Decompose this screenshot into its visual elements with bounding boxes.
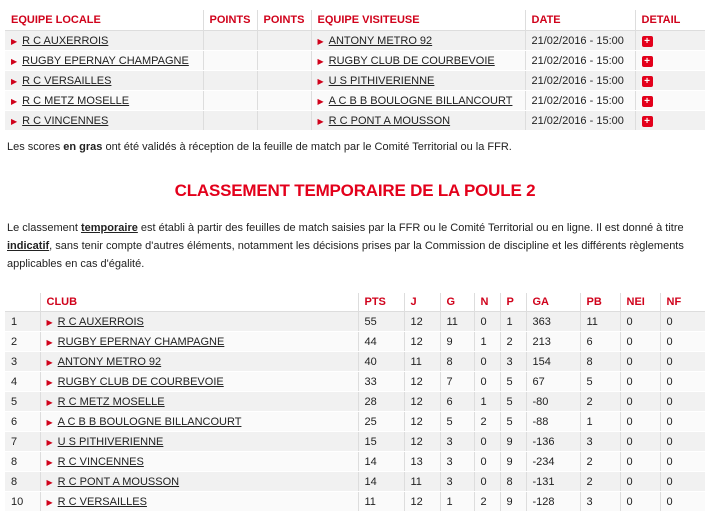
ranking-cell-g: 5	[440, 412, 474, 432]
ranking-cell-rank: 3	[5, 352, 40, 372]
ranking-cell-club	[40, 452, 358, 472]
ranking-cell-ga: 154	[526, 352, 580, 372]
header-g: G	[440, 293, 474, 312]
ranking-cell-pts: 14	[358, 452, 404, 472]
header-detail: DETAIL	[635, 10, 705, 31]
away-team-link[interactable]: U S PITHIVERIENNE	[328, 74, 435, 87]
arrow-right-icon: ▶	[46, 357, 53, 367]
arrow-right-icon: ▶	[317, 116, 324, 126]
ranking-cell-n: 0	[474, 432, 500, 452]
ranking-cell-g: 6	[440, 392, 474, 412]
match-cell-home	[5, 31, 203, 51]
home-team-link[interactable]: RUGBY EPERNAY CHAMPAGNE	[22, 54, 189, 67]
match-cell-home	[5, 91, 203, 111]
arrow-right-icon: ▶	[46, 437, 53, 447]
match-cell-date: 21/02/2016 - 15:00	[525, 31, 635, 51]
ranking-cell-ga: -136	[526, 432, 580, 452]
ranking-cell-pts: 40	[358, 352, 404, 372]
ranking-cell-ga: -88	[526, 412, 580, 432]
ranking-cell-n: 0	[474, 452, 500, 472]
arrow-right-icon: ▶	[46, 377, 53, 387]
ranking-row	[5, 392, 705, 412]
ranking-cell-pb: 1	[580, 412, 620, 432]
header-points-away: POINTS	[257, 10, 311, 31]
ranking-cell-club	[40, 352, 358, 372]
ranking-cell-g: 11	[440, 312, 474, 332]
ranking-cell-nf: 0	[660, 492, 705, 512]
ranking-cell-nei: 0	[620, 412, 660, 432]
match-cell-p1	[203, 91, 257, 111]
ranking-cell-pb: 2	[580, 452, 620, 472]
ranking-cell-pb: 8	[580, 352, 620, 372]
ranking-cell-ga: -80	[526, 392, 580, 412]
arrow-right-icon: ▶	[11, 96, 18, 106]
ranking-cell-n: 2	[474, 412, 500, 432]
ranking-cell-nf: 0	[660, 472, 705, 492]
away-team-link[interactable]: R C PONT A MOUSSON	[328, 114, 451, 127]
match-cell-away	[311, 111, 525, 131]
header-n: N	[474, 293, 500, 312]
header-club: CLUB	[40, 293, 358, 312]
header-p: P	[500, 293, 526, 312]
ranking-cell-club	[40, 472, 358, 492]
ranking-cell-p: 1	[500, 312, 526, 332]
away-team-link[interactable]: ANTONY METRO 92	[328, 34, 433, 47]
arrow-right-icon: ▶	[46, 397, 53, 407]
match-cell-away	[311, 71, 525, 91]
match-cell-p2	[257, 31, 311, 51]
ranking-cell-j: 11	[404, 472, 440, 492]
ranking-cell-n: 0	[474, 472, 500, 492]
ranking-cell-g: 9	[440, 332, 474, 352]
header-rank	[5, 293, 40, 312]
home-team-link[interactable]: R C VERSAILLES	[22, 74, 112, 87]
match-cell-away	[311, 31, 525, 51]
ranking-cell-nf: 0	[660, 352, 705, 372]
ranking-cell-j: 12	[404, 492, 440, 512]
ranking-cell-pb: 2	[580, 392, 620, 412]
club-link[interactable]: R C VINCENNES	[57, 455, 144, 468]
ranking-description: Le classement temporaire est établi à partir des feuilles de match saisies par la FFR ou le Comité Territorial ou en ligne. Il est donné à titre indicatif, sans tenir compte d'autres éléments, notamment les décisions prises par la Commission de discipline et les différents règlements applicables en cas d'égalité.	[7, 222, 684, 270]
ranking-cell-rank: 5	[5, 392, 40, 412]
arrow-right-icon: ▶	[11, 36, 18, 46]
match-cell-detail	[635, 71, 705, 91]
ranking-cell-nf: 0	[660, 312, 705, 332]
header-away-team: EQUIPE VISITEUSE	[311, 10, 525, 31]
match-cell-home	[5, 51, 203, 71]
header-ga: GA	[526, 293, 580, 312]
match-cell-p1	[203, 111, 257, 131]
ranking-cell-nf: 0	[660, 452, 705, 472]
match-cell-date: 21/02/2016 - 15:00	[525, 91, 635, 111]
ranking-cell-g: 8	[440, 352, 474, 372]
ranking-cell-n: 2	[474, 492, 500, 512]
ranking-cell-pts: 14	[358, 472, 404, 492]
ranking-cell-rank: 6	[5, 412, 40, 432]
ranking-cell-pb: 6	[580, 332, 620, 352]
arrow-right-icon: ▶	[317, 76, 324, 86]
header-nf: NF	[660, 293, 705, 312]
match-cell-date: 21/02/2016 - 15:00	[525, 111, 635, 131]
detail-plus-button[interactable]: +	[642, 116, 653, 127]
arrow-right-icon: ▶	[46, 497, 53, 507]
home-team-link[interactable]: R C VINCENNES	[22, 114, 109, 127]
arrow-right-icon: ▶	[11, 56, 18, 66]
ranking-cell-p: 5	[500, 412, 526, 432]
ranking-cell-j: 12	[404, 412, 440, 432]
ranking-cell-j: 12	[404, 392, 440, 412]
match-cell-p1	[203, 51, 257, 71]
ranking-row	[5, 412, 705, 432]
ranking-cell-pts: 25	[358, 412, 404, 432]
detail-plus-button[interactable]: +	[642, 56, 653, 67]
ranking-cell-pts: 28	[358, 392, 404, 412]
match-row	[5, 51, 705, 71]
ranking-cell-ga: -234	[526, 452, 580, 472]
ranking-cell-j: 12	[404, 332, 440, 352]
ranking-cell-rank: 10	[5, 492, 40, 512]
away-team-link[interactable]: A C B B BOULOGNE BILLANCOURT	[328, 94, 513, 107]
ranking-cell-nei: 0	[620, 352, 660, 372]
ranking-cell-pb: 3	[580, 432, 620, 452]
ranking-cell-nei: 0	[620, 452, 660, 472]
ranking-row	[5, 372, 705, 392]
ranking-cell-club	[40, 332, 358, 352]
page	[5, 10, 705, 512]
match-cell-p2	[257, 91, 311, 111]
match-cell-home	[5, 111, 203, 131]
ranking-cell-j: 13	[404, 452, 440, 472]
ranking-cell-nf: 0	[660, 412, 705, 432]
club-link[interactable]: R C VERSAILLES	[57, 495, 147, 508]
ranking-cell-nei: 0	[620, 392, 660, 412]
club-link[interactable]: R C PONT A MOUSSON	[57, 475, 180, 488]
ranking-cell-pb: 2	[580, 472, 620, 492]
match-cell-detail	[635, 51, 705, 71]
ranking-cell-rank: 7	[5, 432, 40, 452]
ranking-row	[5, 352, 705, 372]
match-cell-detail	[635, 111, 705, 131]
ranking-cell-j: 12	[404, 432, 440, 452]
ranking-cell-club	[40, 312, 358, 332]
ranking-cell-n: 0	[474, 372, 500, 392]
arrow-right-icon: ▶	[317, 96, 324, 106]
ranking-cell-pts: 11	[358, 492, 404, 512]
match-cell-date: 21/02/2016 - 15:00	[525, 71, 635, 91]
ranking-cell-p: 5	[500, 392, 526, 412]
ranking-cell-p: 8	[500, 472, 526, 492]
ranking-cell-nei: 0	[620, 492, 660, 512]
ranking-cell-club	[40, 372, 358, 392]
ranking-cell-j: 12	[404, 312, 440, 332]
ranking-cell-rank: 8	[5, 452, 40, 472]
match-row	[5, 91, 705, 111]
home-team-link[interactable]: R C METZ MOSELLE	[22, 94, 130, 107]
ranking-cell-ga: 67	[526, 372, 580, 392]
arrow-right-icon: ▶	[317, 56, 324, 66]
ranking-cell-g: 3	[440, 432, 474, 452]
ranking-cell-p: 5	[500, 372, 526, 392]
arrow-right-icon: ▶	[46, 477, 53, 487]
match-cell-away	[311, 51, 525, 71]
header-pb: PB	[580, 293, 620, 312]
match-cell-p2	[257, 51, 311, 71]
ranking-cell-n: 1	[474, 332, 500, 352]
ranking-cell-nf: 0	[660, 372, 705, 392]
page-title: CLASSEMENT TEMPORAIRE DE LA POULE 2	[174, 181, 536, 200]
header-date: DATE	[525, 10, 635, 31]
ranking-cell-rank: 4	[5, 372, 40, 392]
ranking-cell-g: 3	[440, 472, 474, 492]
header-pts: PTS	[358, 293, 404, 312]
ranking-cell-rank: 1	[5, 312, 40, 332]
ranking-cell-club	[40, 392, 358, 412]
ranking-cell-pts: 15	[358, 432, 404, 452]
ranking-cell-ga: 213	[526, 332, 580, 352]
matches-header-row	[5, 10, 705, 31]
arrow-right-icon: ▶	[46, 417, 53, 427]
ranking-cell-nei: 0	[620, 312, 660, 332]
match-cell-p1	[203, 71, 257, 91]
header-j: J	[404, 293, 440, 312]
ranking-cell-j: 11	[404, 352, 440, 372]
club-link[interactable]: U S PITHIVERIENNE	[57, 435, 164, 448]
ranking-cell-ga: -128	[526, 492, 580, 512]
club-link[interactable]: A C B B BOULOGNE BILLANCOURT	[57, 415, 242, 428]
ranking-cell-p: 3	[500, 352, 526, 372]
ranking-cell-club	[40, 412, 358, 432]
ranking-cell-club	[40, 492, 358, 512]
ranking-cell-nf: 0	[660, 392, 705, 412]
arrow-right-icon: ▶	[11, 76, 18, 86]
header-points-home: POINTS	[203, 10, 257, 31]
arrow-right-icon: ▶	[46, 317, 53, 327]
ranking-cell-p: 2	[500, 332, 526, 352]
ranking-row	[5, 452, 705, 472]
club-link[interactable]: R C METZ MOSELLE	[57, 395, 165, 408]
detail-plus-button[interactable]: +	[642, 96, 653, 107]
ranking-cell-n: 0	[474, 312, 500, 332]
ranking-cell-n: 1	[474, 392, 500, 412]
ranking-cell-p: 9	[500, 492, 526, 512]
ranking-row	[5, 472, 705, 492]
ranking-cell-nei: 0	[620, 432, 660, 452]
ranking-cell-nei: 0	[620, 332, 660, 352]
ranking-cell-pts: 44	[358, 332, 404, 352]
ranking-row	[5, 492, 705, 512]
ranking-cell-nf: 0	[660, 332, 705, 352]
ranking-cell-pb: 3	[580, 492, 620, 512]
club-link[interactable]: ANTONY METRO 92	[57, 355, 162, 368]
ranking-cell-g: 1	[440, 492, 474, 512]
ranking-cell-rank: 2	[5, 332, 40, 352]
ranking-cell-p: 9	[500, 452, 526, 472]
arrow-right-icon: ▶	[317, 36, 324, 46]
ranking-cell-g: 3	[440, 452, 474, 472]
ranking-cell-j: 12	[404, 372, 440, 392]
match-row	[5, 31, 705, 51]
home-team-link[interactable]: R C AUXERROIS	[22, 34, 109, 47]
ranking-cell-rank: 8	[5, 472, 40, 492]
club-link[interactable]: RUGBY CLUB DE COURBEVOIE	[57, 375, 224, 388]
ranking-cell-ga: 363	[526, 312, 580, 332]
match-row	[5, 71, 705, 91]
away-team-link[interactable]: RUGBY CLUB DE COURBEVOIE	[328, 54, 495, 67]
ranking-cell-nei: 0	[620, 372, 660, 392]
match-cell-detail	[635, 31, 705, 51]
ranking-cell-nei: 0	[620, 472, 660, 492]
ranking-row	[5, 312, 705, 332]
arrow-right-icon: ▶	[11, 116, 18, 126]
club-link[interactable]: R C AUXERROIS	[57, 315, 144, 328]
match-cell-p1	[203, 31, 257, 51]
ranking-cell-nf: 0	[660, 432, 705, 452]
ranking-cell-club	[40, 432, 358, 452]
match-cell-p2	[257, 111, 311, 131]
match-cell-date: 21/02/2016 - 15:00	[525, 51, 635, 71]
match-cell-home	[5, 71, 203, 91]
ranking-row	[5, 332, 705, 352]
detail-plus-button[interactable]: +	[642, 36, 653, 47]
ranking-cell-p: 9	[500, 432, 526, 452]
match-cell-away	[311, 91, 525, 111]
match-cell-p2	[257, 71, 311, 91]
ranking-table	[5, 293, 705, 512]
arrow-right-icon: ▶	[46, 457, 53, 467]
ranking-cell-pts: 33	[358, 372, 404, 392]
scores-note: Les scores en gras ont été validés à réception de la feuille de match par le Comité Territorial ou la FFR.	[7, 141, 512, 153]
ranking-cell-pts: 55	[358, 312, 404, 332]
ranking-cell-g: 7	[440, 372, 474, 392]
match-cell-detail	[635, 91, 705, 111]
ranking-row	[5, 432, 705, 452]
ranking-header-row	[5, 293, 705, 312]
ranking-cell-n: 0	[474, 352, 500, 372]
ranking-cell-pb: 11	[580, 312, 620, 332]
ranking-cell-pb: 5	[580, 372, 620, 392]
arrow-right-icon: ▶	[46, 337, 53, 347]
header-nei: NEI	[620, 293, 660, 312]
club-link[interactable]: RUGBY EPERNAY CHAMPAGNE	[57, 335, 225, 348]
header-home-team: EQUIPE LOCALE	[5, 10, 203, 31]
matches-table	[5, 10, 705, 131]
detail-plus-button[interactable]: +	[642, 76, 653, 87]
ranking-cell-ga: -131	[526, 472, 580, 492]
match-row	[5, 111, 705, 131]
